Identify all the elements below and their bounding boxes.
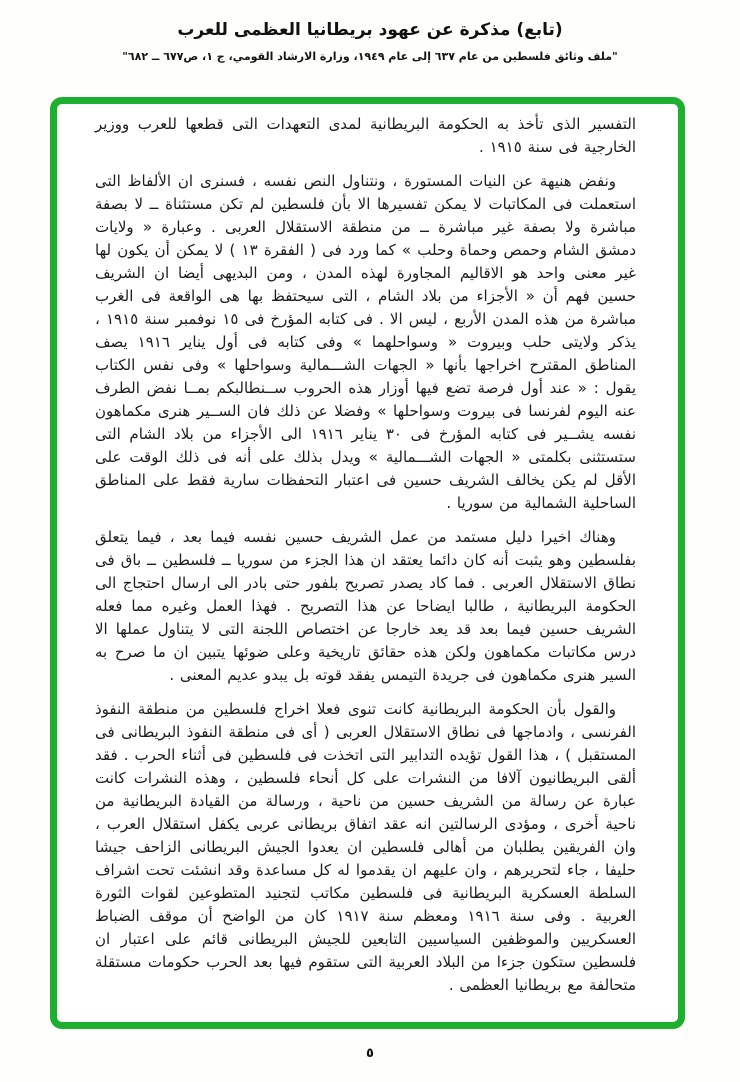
page-title: (تابع) مذكرة عن عهود بريطانيا العظمى للعرب	[177, 20, 563, 40]
paragraph: وهناك اخيرا دليل مستمد من عمل الشريف حسين نفسه فيما بعد ، فيما يتعلق بفلسطين وهو يثبت أنه كان دائما يعتقد ان هذا الجزء من سوريا ــ فلسطين ــ باق فى نطاق الاستقلال العربى . فما كاد يصدر تصريح بلفور حتى بادر الى ارسال احتجاج الى الحكومة البريطانية ، طالبا ايضاحا عن هذا التصريح . فهذا العمل وغيره مما فعله الشريف حسين فيما بعد قد يعد خارجا عن اختصاص اللجنة التى لا يتناول عملها الا درس مكاتبات مكماهون ولكن هذه حقائق تاريخية وعلى ضوئها يتبين ان ما صرح به السير هنرى مكماهون فى جريدة التيمس يفقد قوته بل يبدو عديم المعنى .	[95, 528, 636, 684]
content-border-box	[50, 97, 685, 1029]
document-header	[0, 20, 740, 63]
source-citation: "ملف وثائق فلسطين من عام ٦٣٧ إلى عام ١٩٤٩، وزارة الارشاد القومي، ج ١، ص٦٧٧ ــ ٦٨٢"	[122, 50, 618, 63]
document-footer	[0, 1042, 740, 1061]
paragraph: ونفض هنيهة عن النيات المستورة ، ونتناول النص نفسه ، فسنرى ان الألفاظ التى استعملت فى المكاتبات لا يمكن تفسيرها الا بأن فلسطين لم تكن مستثناة ــ لا بصفة مباشرة ولا بصفة غير مباشرة ــ من منطقة الاستقلال العربى . وعبارة « ولايات دمشق الشام وحمص وحماة وحلب » كما ورد فى ( الفقرة ١٣ ) لا يمكن أن يكون لها غير معنى واحد هو الاقاليم المجاورة لهذه المدن ، ومن البديهى أيضا ان الشريف حسين فهم أن « الأجزاء من بلاد الشام ، التى سيحتفظ بها هى الواقعة فى الغرب مباشرة من هذه المدن الأربع ، ليس الا . فى كتابه المؤرخ فى ١٥ نوفمبر سنة ١٩١٥ ، يذكر ولايتى حلب وبيروت « وسواحلهما » وفى كتابه فى أول يناير ١٩١٦ يصف المناطق المقترح اخراجها بأنها « الجهات الشـــمالية وسواحلها » وفى نفس الكتاب يقول : « عند أول فرصة تضع فيها أوزار هذه الحروب ســنطالبكم بمــا نفض الطرف عنه اليوم لفرنسا فى بيروت وسواحلها » وفضلا عن ذلك فان الســير هنرى مكماهون نفسه يشــير فى كتابه المؤرخ فى ٣٠ يناير ١٩١٦ الى الأجزاء من بلاد الشام التى ستستثنى بكلمتى « الجهات الشـــمالية » ويدل بذلك على أنه فى ذلك الوقت على الأقل لم يكن يخالف الشريف حسين فى اعتبار التحفظات سارية فقط على المناطق الساحلية الشمالية من سوريا .	[95, 172, 637, 512]
page-number: ٥	[366, 1046, 374, 1061]
paragraph-continuation: التفسير الذى تأخذ به الحكومة البريطانية لمدى التعهدات التى قطعها للعرب ووزير الخارجية فى سنة ١٩١٥ .	[95, 115, 636, 156]
paragraph: والقول بأن الحكومة البريطانية كانت تنوى فعلا اخراج فلسطين من منطقة النفوذ الفرنسى ، وادماجها فى نطاق الاستقلال العربى ( أى فى منطقة النفوذ البريطانى فى المستقبل ) ، هذا القول تؤيده التدابير التى اتخذت فى فلسطين فى أثناء الحرب . فقد ألقى البريطانيون آلافا من النشرات على كل أنحاء فلسطين ، وهذه النشرات كانت عبارة عن رسالة من الشريف حسين من ناحية ، ورسالة من القيادة البريطانية من ناحية أخرى ، ومؤدى الرسالتين انه عقد اتفاق بريطانى عربى يكفل استقلال العرب ، وان الفريقين يطلبان من أهالى فلسطين ان يعدوا الجيش البريطانى الزاحف جيشا حليفا ، جاء لتحريرهم ، وان عليهم ان يقدموا له كل مساعدة وقد انشئت تحت اشراف السلطة العسكرية البريطانية فى فلسطين مكاتب لتجنيد المتطوعين لقوات الثورة العربية . وفى سنة ١٩١٦ ومعظم سنة ١٩١٧ كان من الواضح أن موقف الضباط العسكريين والموظفين السياسيين التابعين للجيش البريطانى قائم على اعتبار ان فلسطين ستكون جزءا من البلاد العربية التى ستقوم فيها بعد الحرب حكومات مستقلة متحالفة مع بريطانيا العظمى .	[95, 700, 637, 994]
